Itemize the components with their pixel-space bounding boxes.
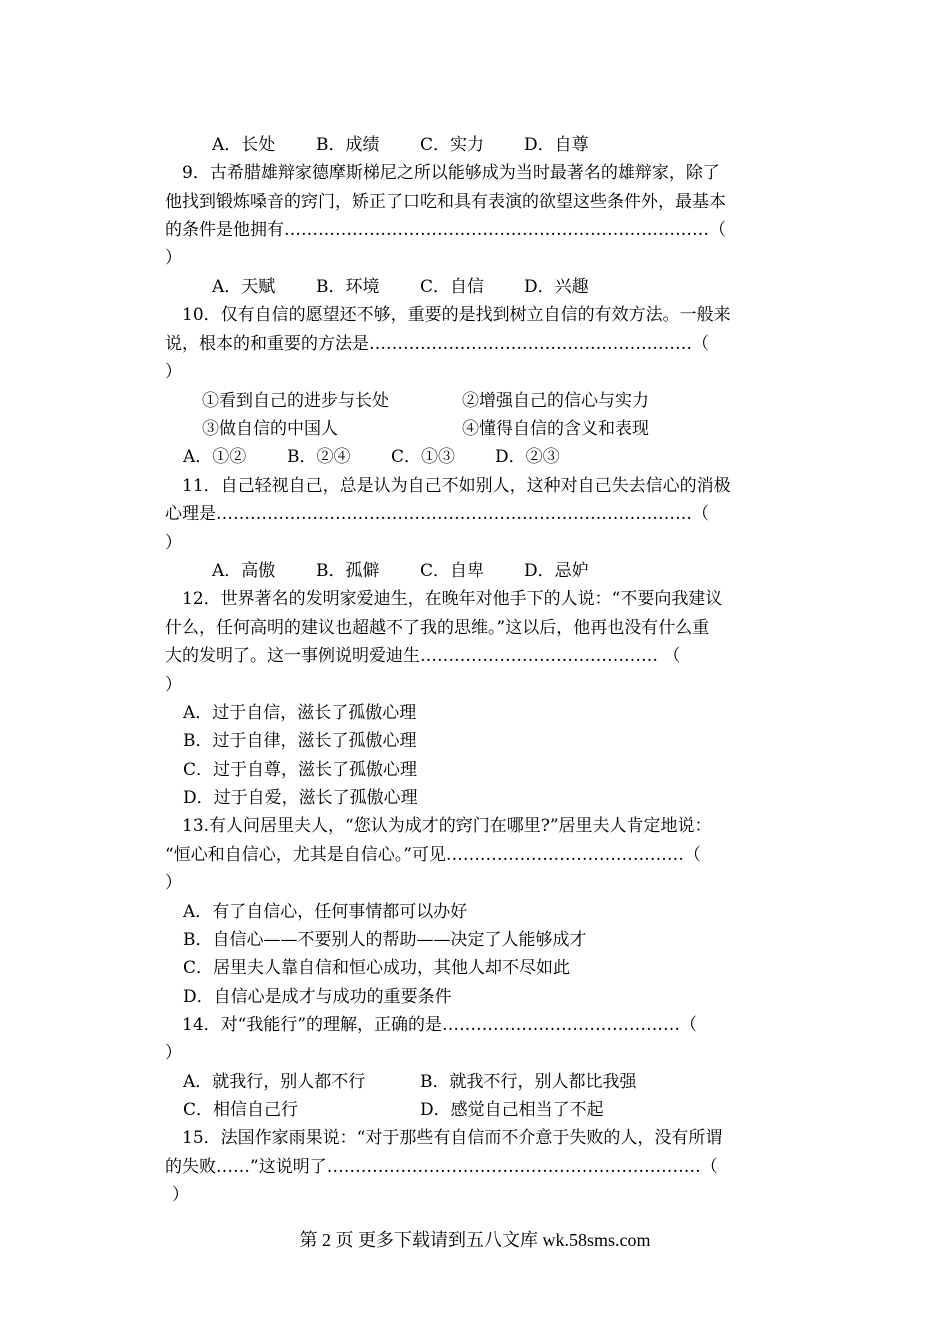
q14-option-a: A．就我行，别人都不行	[183, 1072, 366, 1092]
q10-option-a: A．①②	[183, 447, 247, 467]
q9-option-a: A．天赋	[212, 277, 276, 297]
q12-option-d: D．过于自爱，滋长了孤傲心理	[183, 788, 418, 808]
q8-option-d: D．自尊	[524, 135, 589, 155]
q9-options	[212, 276, 589, 298]
q9-option-c: C．自信	[420, 277, 485, 297]
q12-option-a: A．过于自信，滋长了孤傲心理	[183, 703, 417, 723]
q14-line-1: 14．对“我能行”的理解，正确的是……………………………………（	[182, 1015, 698, 1035]
q9-line-1: 9．古希腊雄辩家德摩斯梯尼之所以能够成为当时最著名的雄辩家，除了	[182, 163, 720, 183]
q12-line-3: 大的发明了。这一事例说明爱迪生…………………………………… （	[165, 646, 681, 666]
q12-line-1: 12．世界著名的发明家爱迪生，在晚年对他手下的人说：“不要向我建议	[182, 589, 723, 609]
q13-option-d: D．自信心是成才与成功的重要条件	[183, 987, 452, 1007]
q10-option-b: B．②④	[287, 447, 351, 467]
q10-line-1: 10．仅有自信的愿望还不够，重要的是找到树立自信的有效方法。一般来	[182, 305, 731, 325]
q15-line-2: 的失败……”这说明了…………………………………………………………（	[165, 1157, 718, 1177]
q14-option-b: B．就我不行，别人都比我强	[420, 1072, 637, 1092]
q11-option-c: C．自卑	[420, 561, 485, 581]
q12-line-2: 什么，任何高明的建议也超越不了我的思维。”这以后，他再也没有什么重	[165, 618, 710, 638]
q10-line-2: 说，根本的和重要的方法是…………………………………………………（	[165, 334, 709, 354]
q11-option-d: D．忌妒	[524, 561, 589, 581]
q10-options	[183, 446, 560, 468]
q10-item-4: ④懂得自信的含义和表现	[462, 419, 649, 439]
q13-option-c: C．居里夫人靠自信和恒心成功，其他人却不尽如此	[183, 958, 571, 978]
q12-line-4: ）	[165, 675, 182, 695]
q9-option-b: B．环境	[316, 277, 380, 297]
q9-line-2: 他找到锻炼嗓音的窍门，矫正了口吃和具有表演的欲望这些条件外，最基本	[165, 192, 726, 212]
q10-item-1: ①看到自己的进步与长处	[202, 391, 389, 411]
q11-option-a: A．高傲	[212, 561, 276, 581]
page-footer: 第 2 页 更多下载请到五八文库 wk.58sms.com	[299, 1230, 651, 1250]
q12-option-b: B．过于自律，滋长了孤傲心理	[183, 731, 417, 751]
q13-option-b: B．自信心——不要别人的帮助——决定了人能够成才	[183, 930, 587, 950]
q11-options	[212, 560, 589, 582]
q14-line-2: ）	[165, 1043, 182, 1063]
q10-option-c: C．①③	[391, 447, 456, 467]
q9-option-d: D．兴趣	[524, 277, 589, 297]
q15-line-1: 15．法国作家雨果说：“对于那些有自信而不介意于失败的人，没有所谓	[182, 1128, 723, 1148]
q12-option-c: C．过于自尊，滋长了孤傲心理	[183, 760, 418, 780]
q10-option-d: D．②③	[495, 447, 560, 467]
q8-options	[212, 134, 589, 156]
q11-line-3: ）	[165, 533, 182, 553]
q10-line-3: ）	[165, 362, 182, 382]
q11-option-b: B．孤僻	[316, 561, 380, 581]
q13-option-a: A．有了自信心，任何事情都可以办好	[183, 902, 468, 922]
q14-option-d: D．感觉自己相当了不起	[420, 1100, 604, 1120]
q15-line-3: ）	[172, 1185, 189, 1205]
q14-option-c: C．相信自己行	[183, 1100, 299, 1120]
q8-option-c: C．实力	[420, 135, 485, 155]
q8-option-a: A．长处	[212, 135, 276, 155]
q13-line-2: “恒心和自信心，尤其是自信心。”可见……………………………………（	[165, 845, 701, 865]
q10-item-3: ③做自信的中国人	[202, 419, 338, 439]
q10-item-2: ②增强自己的信心与实力	[462, 391, 649, 411]
q11-line-2: 心理是…………………………………………………………………………（	[165, 504, 709, 524]
q11-line-1: 11．自己轻视自己，总是认为自己不如别人，这种对自己失去信心的消极	[182, 476, 731, 496]
q13-line-3: ）	[165, 873, 182, 893]
q13-line-1: 13.有人问居里夫人，“您认为成才的窍门在哪里?”居里夫人肯定地说：	[182, 816, 712, 836]
q8-option-b: B．成绩	[316, 135, 380, 155]
q9-line-4: ）	[165, 248, 182, 268]
q9-line-3: 的条件是他拥有…………………………………………………………………（	[165, 220, 726, 240]
